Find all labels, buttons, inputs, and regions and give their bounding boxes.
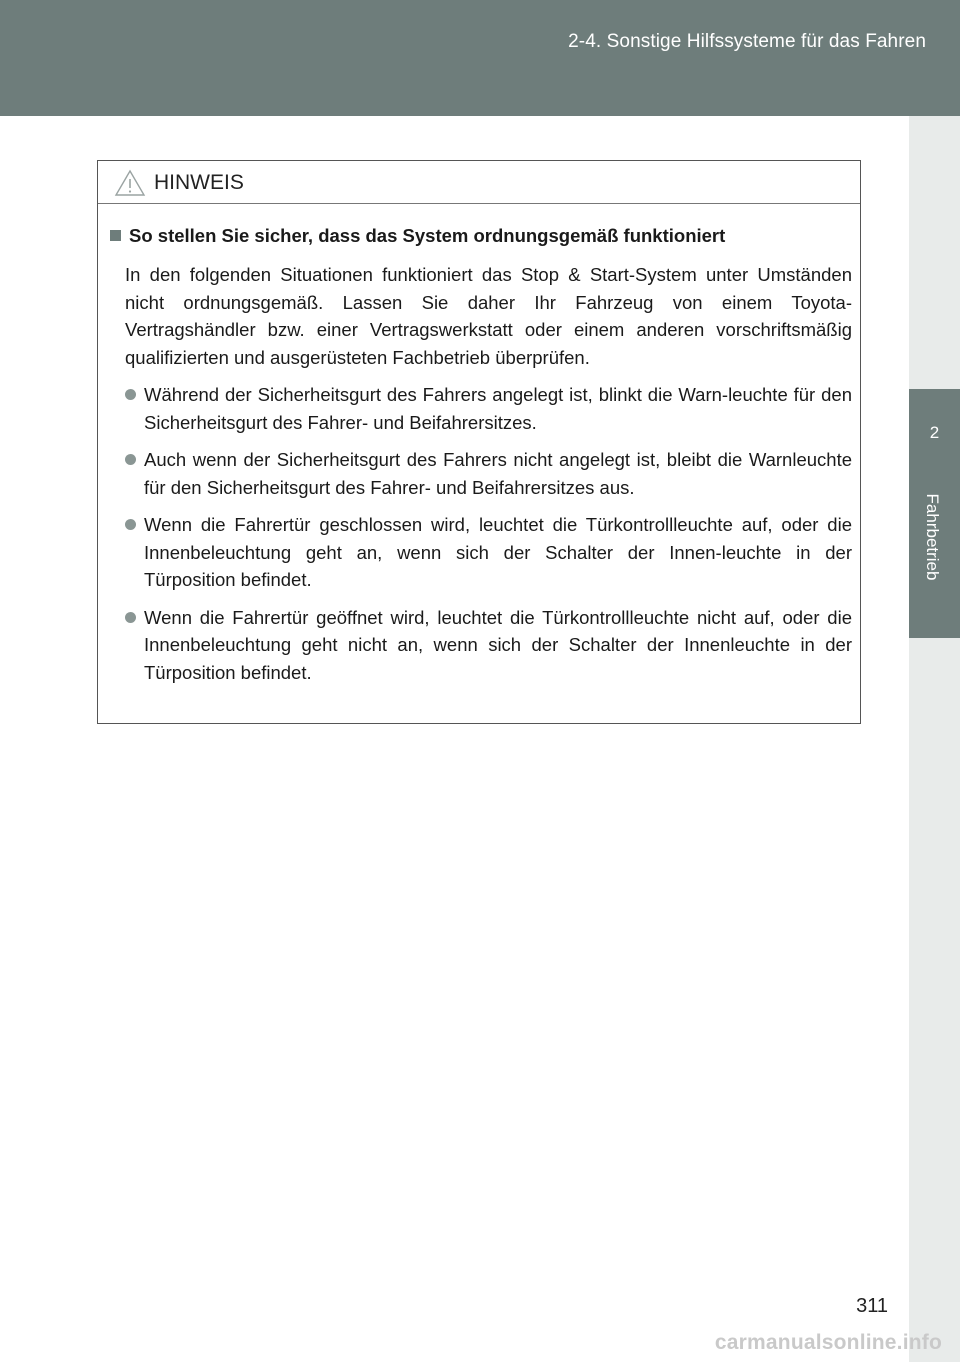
section-title: 2-4. Sonstige Hilfssysteme für das Fahren	[568, 31, 926, 52]
page-header	[0, 0, 960, 116]
list-item-text: Wenn die Fahrertür geöffnet wird, leuchtet die Türkontrollleuchte nicht auf, oder die Innenbeleuchtung geht nicht an, wenn sich der Schalter der Innenleuchte in der Türposition befindet.	[144, 606, 852, 683]
bullet-dot-icon	[125, 389, 136, 400]
bullet-dot-icon	[125, 519, 136, 530]
list-item-text: Wenn die Fahrertür geschlossen wird, leuchtet die Türkontrollleuchte auf, oder die Innenbeleuchtung geht an, wenn sich der Schalter der Innen-leuchte in der Türposition befindet.	[144, 514, 852, 590]
list-item-text: Während der Sicherheitsgurt des Fahrers angelegt ist, blinkt die Warn-leuchte für den Sicherheitsgurt des Fahrer- und Beifahrersitzes.	[144, 384, 852, 433]
condition-list	[125, 381, 852, 686]
side-tab-spacer-bottom	[909, 638, 960, 1362]
square-bullet-icon	[110, 230, 121, 241]
subheading-text: So stellen Sie sicher, dass das System ordnungsgemäß funktioniert	[129, 225, 726, 246]
page-number: 311	[856, 1295, 888, 1317]
notice-body	[98, 204, 860, 686]
chapter-number: 2	[929, 423, 940, 442]
watermark: carmanualsonline.info	[714, 1331, 942, 1354]
chapter-tab	[909, 389, 960, 638]
bullet-dot-icon	[125, 454, 136, 465]
notice-title: HINWEIS	[154, 171, 244, 194]
notice-subheading	[107, 222, 852, 250]
intro-paragraph: In den folgenden Situationen funktioniert das Stop & Start-System unter Umständen nicht ordnungsgemäß. Lassen Sie daher Ihr Fahrzeug von einem Toyota-Vertragshändler bzw. einer Vertragswerkstatt oder einem anderen vorschriftsmäßig qualifizierten und ausgerüsteten Fachbetrieb überprüfen.	[125, 264, 852, 368]
list-item	[125, 604, 852, 687]
warning-triangle-icon	[114, 169, 146, 197]
side-tab-spacer-top	[909, 116, 960, 389]
list-item	[125, 381, 852, 436]
bullet-dot-icon	[125, 612, 136, 623]
chapter-label: Fahrbetrieb	[923, 493, 942, 581]
notice-box	[97, 160, 861, 724]
list-item	[125, 511, 852, 594]
list-item	[125, 446, 852, 501]
notice-header	[98, 161, 860, 204]
list-item-text: Auch wenn der Sicherheitsgurt des Fahrers nicht angelegt ist, bleibt die Warnleuchte für den Sicherheitsgurt des Fahrer- und Beifahrersitzes aus.	[144, 449, 852, 498]
